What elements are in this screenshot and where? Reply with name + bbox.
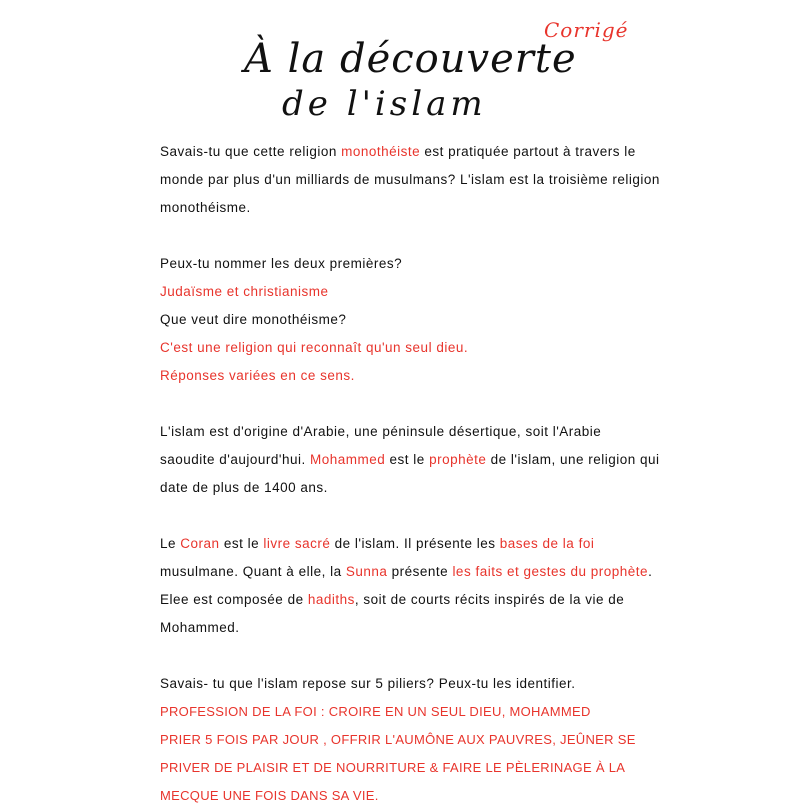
answer-5-line-1: PROFESSION DE LA FOI : CROIRE EN UN SEUL DIEU, MOHAMMED <box>160 704 591 719</box>
answer-2-line-2: Réponses variées en ce sens. <box>160 368 355 383</box>
answer-1: Judaïsme et christianisme <box>160 284 329 299</box>
worksheet-body <box>160 138 660 810</box>
paragraph-origin <box>160 418 660 502</box>
question-2: Que veut dire monothéisme? <box>160 312 347 327</box>
question-5: Savais- tu que l'islam repose sur 5 piliers? Peux-tu les identifier. <box>160 676 576 691</box>
answer-text: Coran <box>180 536 220 551</box>
text: est le <box>385 452 430 467</box>
text: de l'islam, une religion qui date de plus de 1400 ans. <box>160 452 660 495</box>
text: , soit de courts récits inspirés de la vie de Mohammed. <box>160 592 625 635</box>
text: de l'islam. Il présente les <box>330 536 500 551</box>
text: est le <box>219 536 264 551</box>
text: Savais-tu que cette religion <box>160 144 342 159</box>
text: est pratiquée partout à travers le monde par plus d'un milliards de musulmans? L'islam est la troisième religion monothéisme. <box>160 144 660 215</box>
answer-text: Mohammed <box>310 452 386 467</box>
answer-text: prophète <box>429 452 487 467</box>
answer-2-line-1: C'est une religion qui reconnaît qu'un seul dieu. <box>160 340 469 355</box>
page-subtitle: de l'islam <box>282 84 487 124</box>
answer-text: les faits et gestes du prophète <box>452 564 649 579</box>
corrige-label: Corrigé <box>544 18 629 42</box>
answer-text: hadiths <box>307 592 355 607</box>
text: . Elee est composée de <box>160 564 653 607</box>
text: L'islam est d'origine d'Arabie, une péninsule désertique, soit l'Arabie saoudite d'aujourd'hui. <box>160 424 602 467</box>
paragraph-coran <box>160 530 660 642</box>
text: présente <box>387 564 453 579</box>
paragraph-intro <box>160 138 660 222</box>
text: Le <box>160 536 181 551</box>
answer-5-line-2: PRIER 5 FOIS PAR JOUR , OFFRIR L'AUMÔNE AUX PAUVRES, JEÛNER SE PRIVER DE PLAISIR ET DE NOURRITURE & FAIRE LE PÈLERINAGE À LA MECQUE UNE FOIS DANS SA VIE. <box>160 732 636 803</box>
text: musulmane. Quant à elle, la <box>160 564 346 579</box>
answer-text: bases de la foi <box>499 536 595 551</box>
answer-text: Sunna <box>345 564 388 579</box>
answer-text: livre sacré <box>263 536 331 551</box>
page-title: À la découverte <box>244 36 577 82</box>
question-1: Peux-tu nommer les deux premières? <box>160 256 403 271</box>
answer-text: monothéiste <box>341 144 421 159</box>
